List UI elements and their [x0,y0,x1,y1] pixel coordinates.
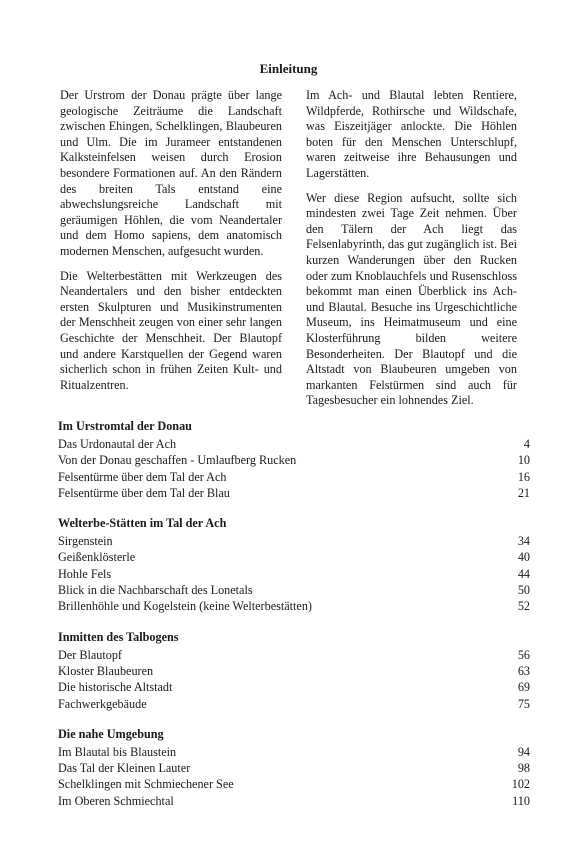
toc-entry [58,793,530,809]
toc-entry [58,744,530,760]
toc-entry-page: 75 [517,696,530,711]
toc-entry [58,436,530,452]
toc-entry [58,452,530,468]
toc-entry-page: 40 [517,550,530,565]
toc-entry-label: Im Blautal bis Blaustein [58,744,177,759]
toc-entry [58,647,530,663]
toc-entry-label: Die historische Altstadt [58,680,173,695]
intro-paragraph: Die Welterbestätten mit Werkzeugen des Neandertalers und den bisher entdeckten ersten Skulpturen und Musikinstrumenten der Menschheit zeugen von einer sehr langen Geschichte der Menschheit. Der Blautopf und andere Karstquellen der Gegend waren sicherlich schon in frühen Zeiten Kult- und Ritualzentren. [60,268,282,392]
toc-entry-page: 110 [512,793,530,808]
toc-entry-label: Das Tal der Kleinen Lauter [58,761,191,776]
toc-entry-label: Blick in die Nachbarschaft des Lonetals [58,583,253,598]
intro-paragraph: Im Ach- und Blautal lebten Rentiere, Wildpferde, Rothirsche und Wildschafe, was Eiszeitjäger anlockte. Die Höhlen boten für den Menschen Unterschlupf, waren zeitweise ihre Behausungen und Lagerstätten. [306,88,517,180]
toc-entry-label: Von der Donau geschaffen - Umlaufberg Rucken [58,453,297,468]
table-of-contents [58,418,530,823]
toc-entry-label: Das Urdonautal der Ach [58,437,177,451]
toc-entry-label: Der Blautopf [58,647,122,662]
toc-entry-page: 98 [517,761,530,776]
toc-section [58,515,530,614]
toc-entry [58,469,530,485]
toc-entry-page: 63 [517,663,530,678]
toc-entry [58,485,530,501]
page-title: Einleitung [259,61,318,76]
toc-entry-page: 10 [517,453,530,468]
toc-entry [58,663,530,679]
intro-left-column [60,88,282,402]
toc-entry [58,696,530,712]
toc-entry-page: 44 [517,566,530,581]
toc-section-title: Im Urstromtal der Donau [58,419,192,433]
toc-entry-page: 94 [517,744,530,759]
toc-entry-label: Im Oberen Schmiechtal [58,793,174,808]
toc-entry [58,760,530,776]
toc-entry-label: Geißenklösterle [58,550,136,565]
toc-entry [58,533,530,549]
toc-entry-page: 52 [517,599,530,614]
toc-entry-page: 102 [511,777,530,792]
toc-entry [58,679,530,695]
toc-entry [58,598,530,614]
toc-entry [58,776,530,792]
toc-section-title: Inmitten des Talbogens [58,629,179,644]
toc-entry-page: 50 [517,583,530,598]
toc-entry [58,549,530,565]
toc-entry-label: Sirgenstein [58,534,113,549]
toc-entry-label: Brillenhöhle und Kogelstein (keine Welterbestätten) [58,599,312,614]
toc-entry-page: 34 [517,534,530,549]
toc-entry-label: Kloster Blaubeuren [58,663,154,678]
toc-section [58,629,530,712]
toc-entry-page: 4 [523,437,530,451]
toc-entry-page: 16 [517,469,530,484]
toc-section [58,418,530,501]
toc-entry-label: Hohle Fels [58,566,112,581]
toc-entry-page: 69 [517,680,530,695]
toc-entry [58,582,530,598]
intro-paragraph: Der Urstrom der Donau prägte über lange geologische Zeiträume die Landschaft zwischen Ehingen, Schelklingen, Blaubeuren und Ulm. Die im Jurameer entstandenen Kalksteinfelsen weisen durch Erosion besondere Formationen auf. An den Rändern des breiten Tals entstand eine abwechslungsreiche Landschaft mit geräumigen Höhlen, die vom Neandertaler und dem Homo sapiens, dem anatomisch modernen Menschen, aufgesucht wurden. [60,88,282,258]
intro-right-column [306,88,517,418]
toc-entry-label: Felsentürme über dem Tal der Blau [58,485,230,500]
toc-entry [58,566,530,582]
toc-entry-page: 56 [517,647,530,662]
toc-entry-label: Felsentürme über dem Tal der Ach [58,469,227,484]
toc-entry-label: Fachwerkgebäude [58,696,147,711]
toc-section-title: Die nahe Umgebung [58,726,164,741]
toc-entry-label: Schelklingen mit Schmiechener See [58,777,234,792]
intro-paragraph: Wer diese Region aufsucht, sollte sich mindesten zwei Tage Zeit nehmen. Über den Tälern der Ach liegt das Felsenlabyrinth, das gut zugänglich ist. Bei kurzen Wanderungen über den Rucken oder zum Knoblauchfels und Rusenschloss bekommt man einen Überblick ins Ach- und Blautal. Besuche ins Urgeschichtliche Museum, ins Heimatmuseum und eine Klosterführung bilden weitere Besonderheiten. Der Blautopf und die Altstadt von Blaubeuren umgeben von markanten Felstürmen sind auch für Tagesbesucher ein lohnendes Ziel. [306,190,517,408]
toc-section [58,726,530,809]
toc-section-title: Welterbe-Stätten im Tal der Ach [58,516,227,531]
toc-entry-page: 21 [517,485,530,500]
